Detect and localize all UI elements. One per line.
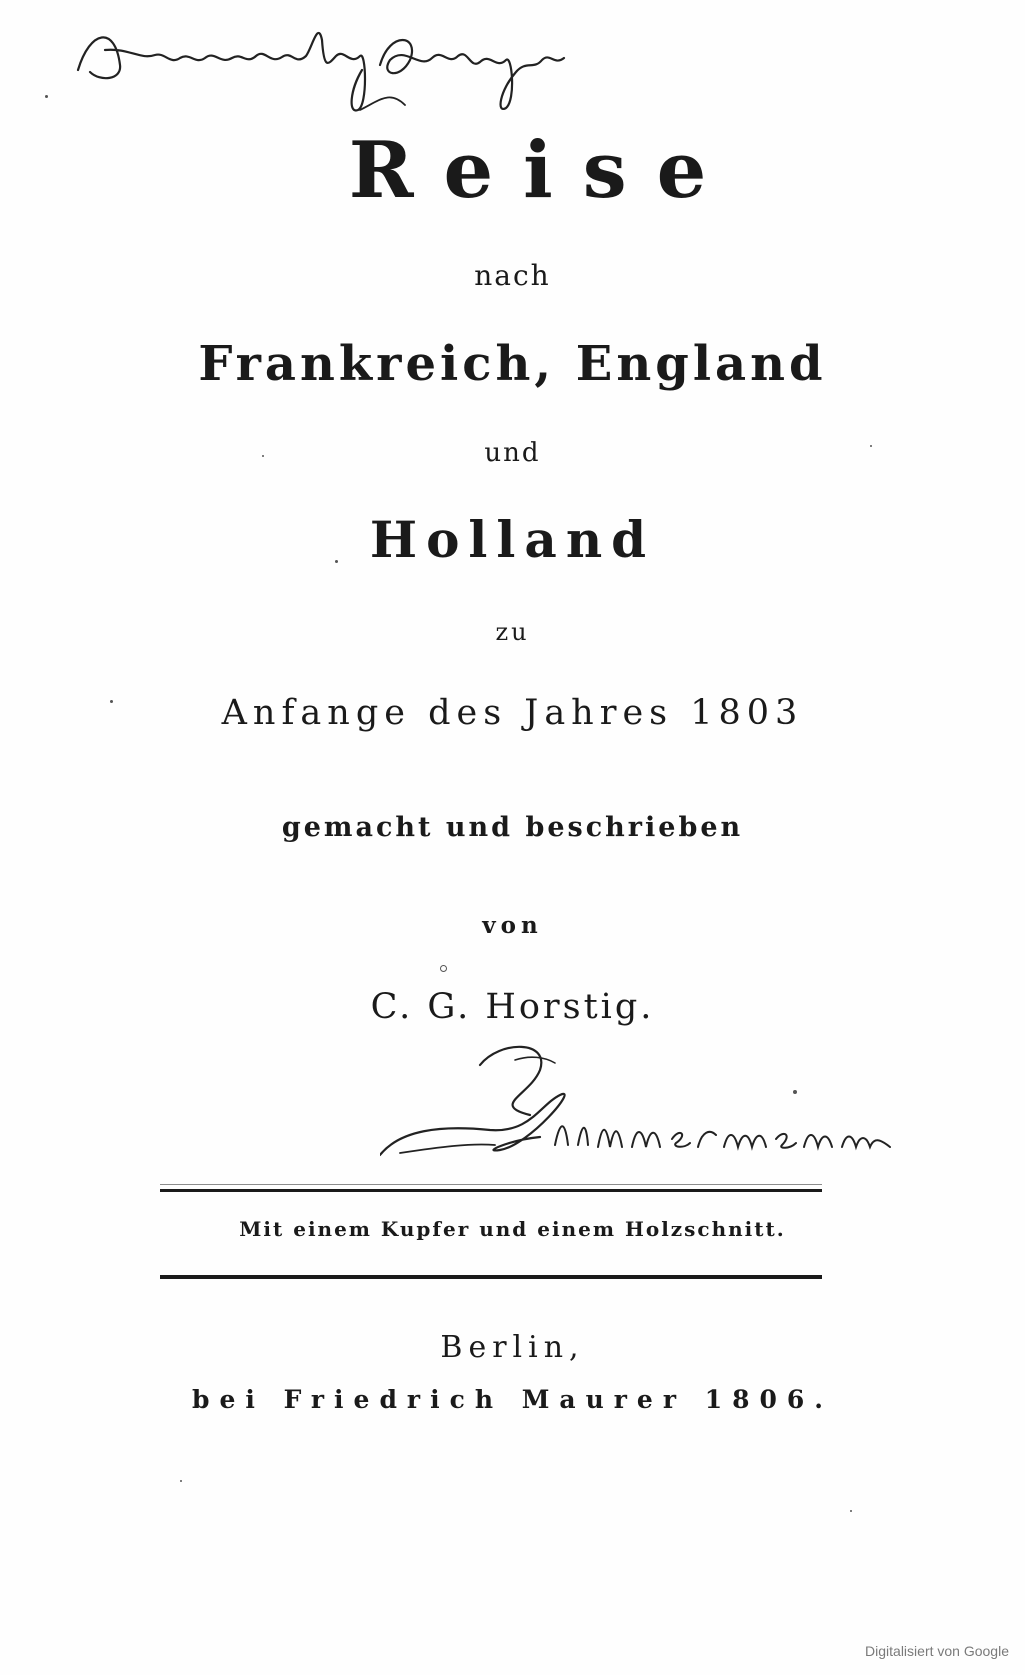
divider-rule-bottom <box>160 1275 822 1279</box>
divider-rule-top <box>160 1189 822 1192</box>
illustrations-note: Mit einem Kupfer und einem Holzschnitt. <box>239 1217 786 1241</box>
handwritten-signature <box>380 1035 990 1175</box>
paper-speck <box>180 1480 182 1482</box>
publisher-line: bei Friedrich Maurer 1806. <box>191 1385 833 1414</box>
by-line: von <box>482 912 543 939</box>
title-holland: Holland <box>369 510 656 569</box>
paper-speck <box>262 455 264 457</box>
digitization-watermark: Digitalisiert von Google <box>865 1643 1009 1659</box>
paper-speck <box>335 560 338 563</box>
paper-speck <box>870 445 872 447</box>
handwritten-inscription <box>60 10 600 120</box>
made-and-described: gemacht und beschrieben <box>281 812 744 843</box>
title-line-zu: zu <box>495 618 530 646</box>
paper-speck <box>45 95 48 98</box>
title-year-line: Anfange des Jahres 1803 <box>221 693 804 733</box>
title-line-und: und <box>484 438 541 468</box>
book-title: Reise <box>348 125 737 216</box>
title-countries: Frankreich, England <box>198 336 827 392</box>
title-line-nach: nach <box>474 259 551 292</box>
publication-city: Berlin, <box>440 1330 585 1365</box>
divider-rule-thin <box>160 1184 822 1185</box>
author-name: C. G. Horstig. <box>370 987 655 1027</box>
paper-speck <box>440 965 447 972</box>
paper-speck <box>793 1090 797 1094</box>
paper-speck <box>850 1510 852 1512</box>
paper-speck <box>110 700 113 703</box>
